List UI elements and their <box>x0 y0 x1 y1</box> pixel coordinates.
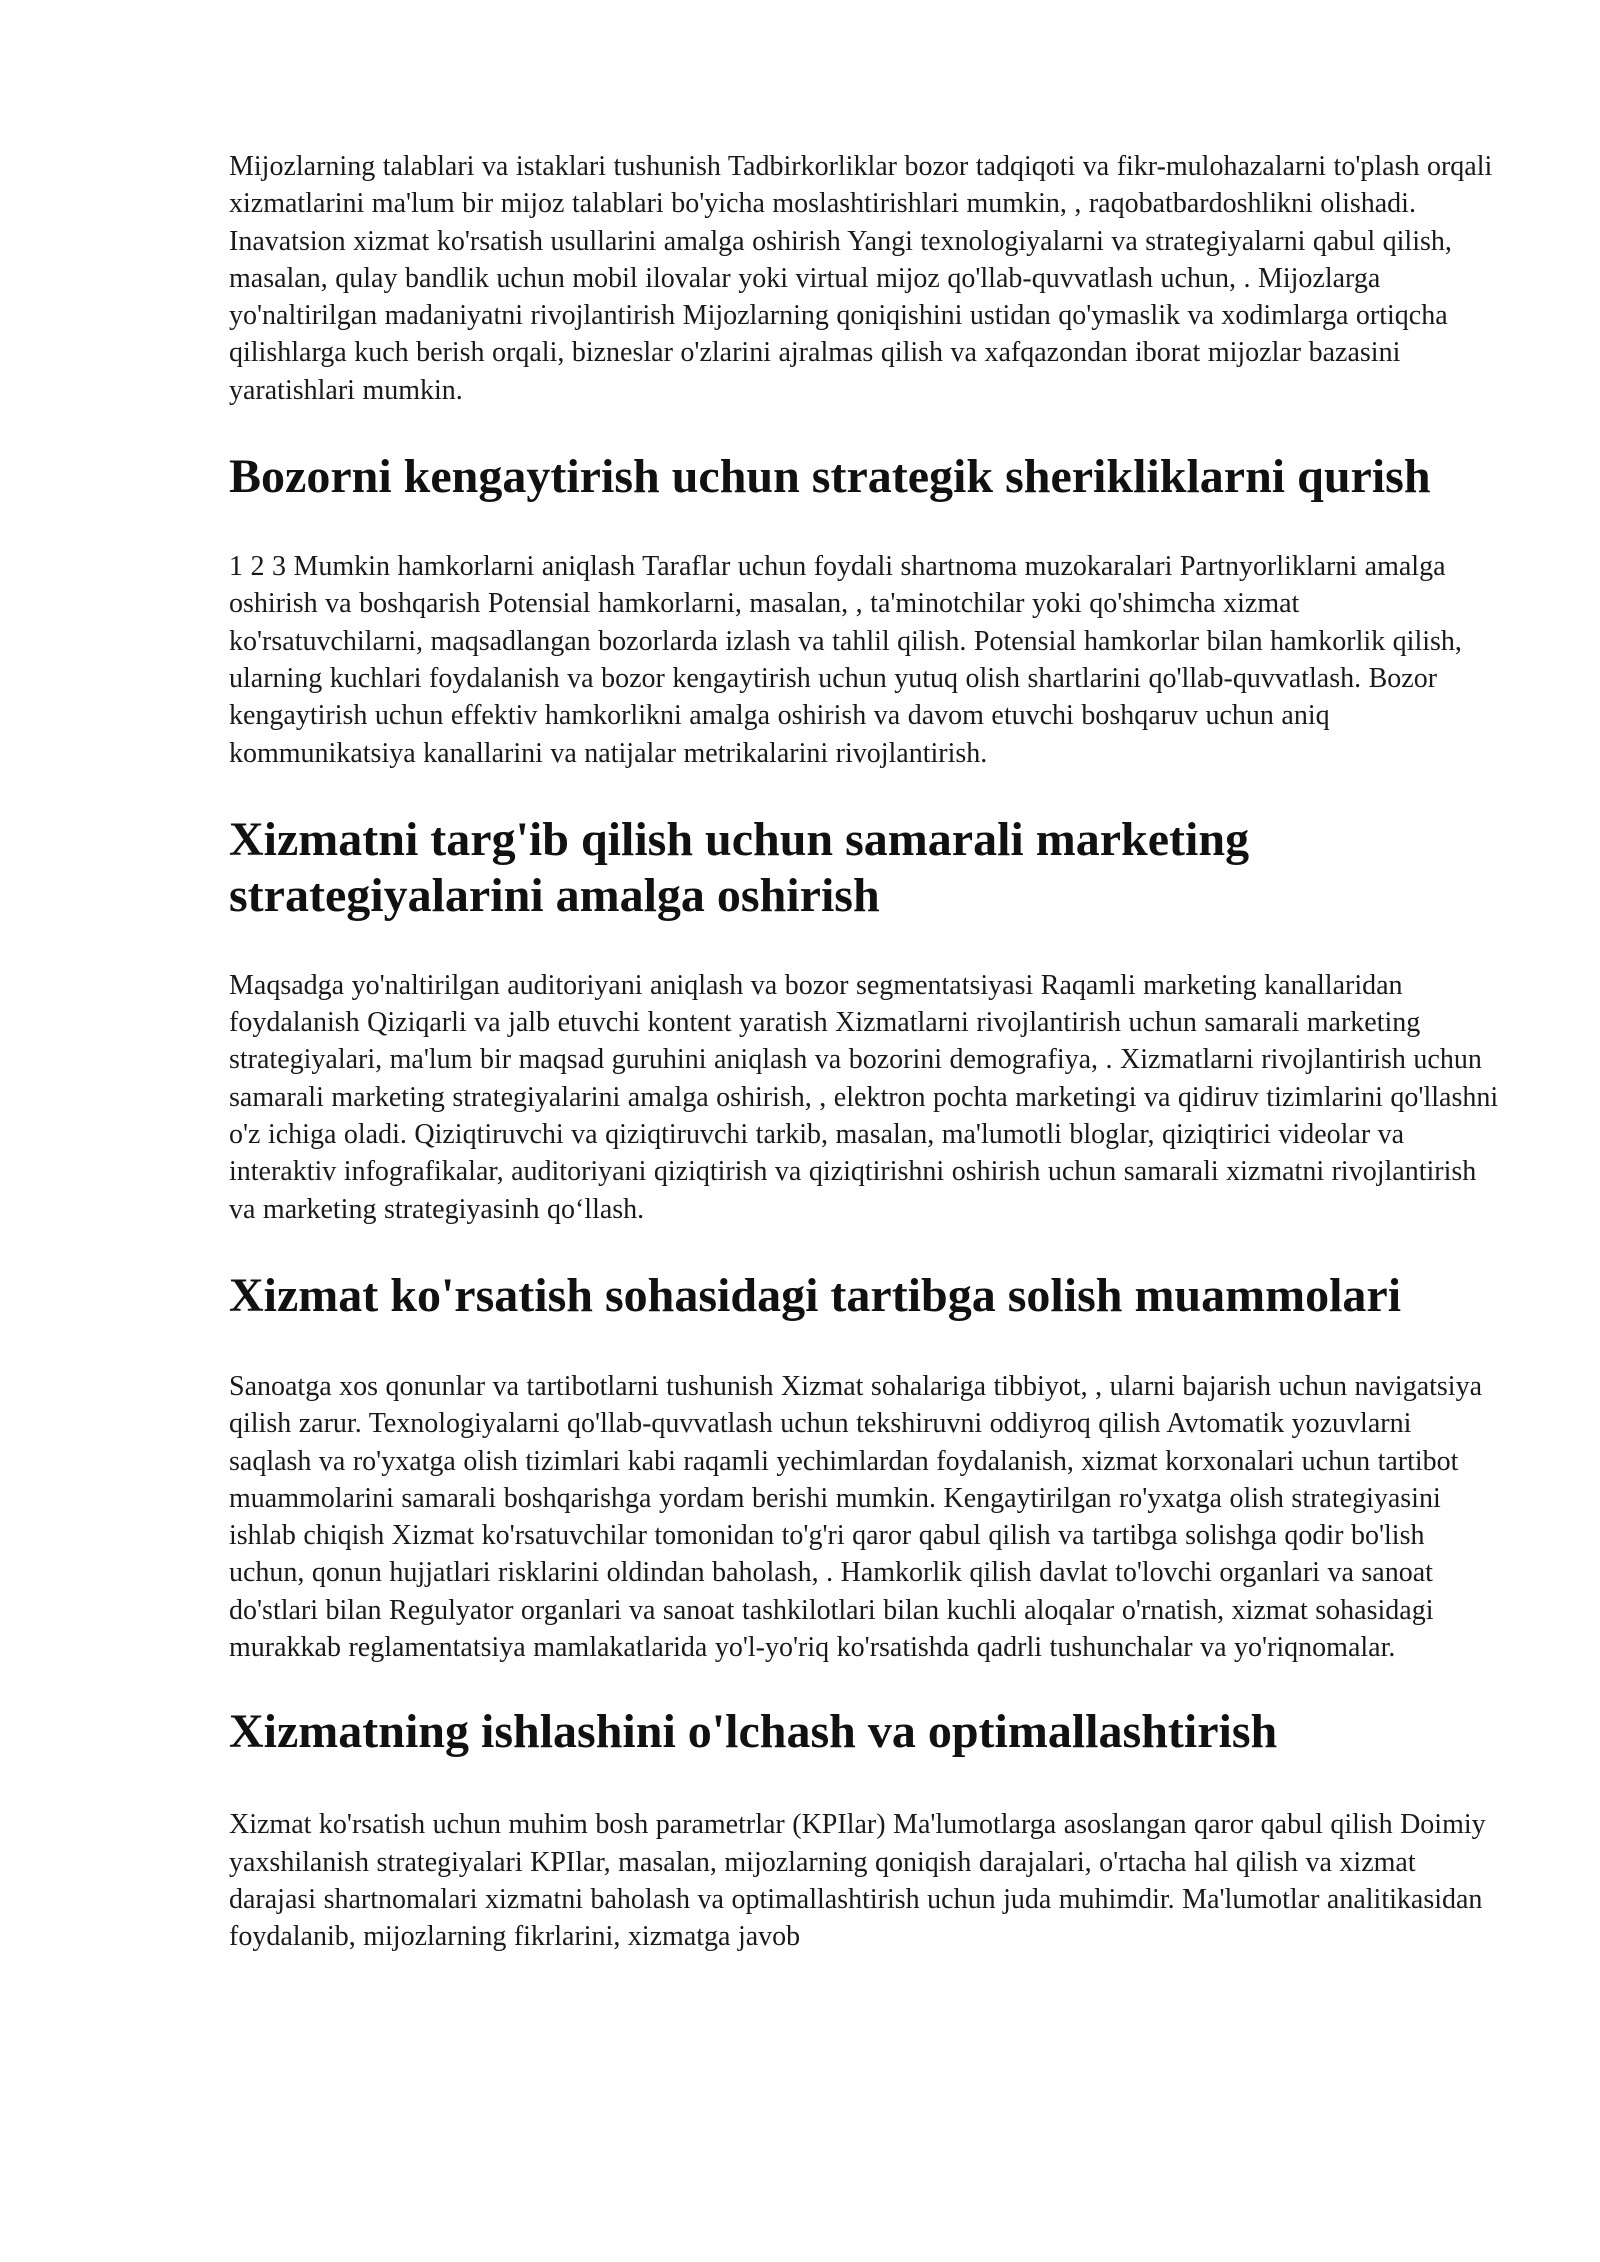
heading-regulatory-issues: Xizmat ko'rsatish sohasidagi tartibga solish muammolari <box>229 1268 1402 1322</box>
paragraph-performance-optimization: Xizmat ko'rsatish uchun muhim bosh parametrlar (KPIlar) Ma'lumotlarga asoslangan qaror qabul qilish Doimiy yaxshilanish strategiyalari KPIlar, masalan, mijozlarning qoniqish darajalari, o'rtacha hal qilish va xizmat darajasi shartnomalari xizmatni baholash va optimallashtirish uchun juda muhimdir. Ma'lumotlar analitikasidan foydalanib, mijozlarning fikrlarini, xizmatga javob <box>229 1809 1486 1953</box>
paragraph-intro: Mijozlarning talablari va istaklari tushunish Tadbirkorliklar bozor tadqiqoti va fikr-mulohazalarni to'plash orqali xizmatlarini ma'lum bir mijoz talablari bo'yicha moslashtirishlari mumkin, , raqobatbardoshlikni olishadi. Inavatsion xizmat ko'rsatish usullarini amalga oshirish Yangi texnologiyalarni va strategiyalarni qabul qilish, masalan, qulay bandlik uchun mobil ilovalar yoki virtual mijoz qo'llab-quvvatlash uchun, . Mijozlarga yo'naltirilgan madaniyatni rivojlantirish Mijozlarning qoniqishini ustidan qo'ymaslik va xodimlarga ortiqcha qilishlarga kuch berish orqali, bizneslar o'zlarini ajralmas qilish va xafqazondan iborat mijozlar bazasini yaratishlari mumkin. <box>229 151 1493 406</box>
heading-performance-optimization: Xizmatning ishlashini o'lchash va optimallashtirish <box>229 1705 1278 1759</box>
paragraph-regulatory-issues: Sanoatga xos qonunlar va tartibotlarni tushunish Xizmat sohalariga tibbiyot, , ularni bajarish uchun navigatsiya qilish zarur. Texnologiyalarni qo'llab-quvvatlash uchun tekshiruvni oddiyroq qilish Avtomatik yozuvlarni saqlash va ro'yxatga olish tizimlari kabi raqamli yechimlardan foydalanish, xizmat korxonalari uchun tartibot muammolarini samarali boshqarishga yordam berishi mumkin. Kengaytirilgan ro'yxatga olish strategiyasini ishlab chiqish Xizmat ko'rsatuvchilar tomonidan to'g'ri qaror qabul qilish va tartibga solishga qodir bo'lish uchun, qonun hujjatlari risklarini oldindan baholash, . Hamkorlik qilish davlat to'lovchi organlari va sanoat do'stlari bilan Regulyator organlari va sanoat tashkilotlari bilan kuchli aloqalar o'rnatish, xizmat sohasidagi murakkab reglamentatsiya mamlakatlarida yo'l-yo'riq ko'rsatishda qadrli tushunchalar va yo'riqnomalar. <box>229 1370 1483 1664</box>
document-page <box>229 148 1499 1956</box>
heading-strategic-partnerships: Bozorni kengaytirish uchun strategik sherikliklarni qurish <box>229 450 1431 504</box>
heading-marketing-strategies: Xizmatni targ'ib qilish uchun samarali marketing strategiyalarini amalga oshirish <box>229 812 1250 922</box>
paragraph-strategic-partnerships: 1 2 3 Mumkin hamkorlarni aniqlash Taraflar uchun foydali shartnoma muzokaralari Partnyorliklarni amalga oshirish va boshqarish Potensial hamkorlarni, masalan, , ta'minotchilar yoki qo'shimcha xizmat ko'rsatuvchilarni, maqsadlangan bozorlarda izlash va tahlil qilish. Potensial hamkorlar bilan hamkorlik qilish, ularning kuchlari foydalanish va bozor kengaytirish uchun yutuq olish shartlarini qo'llab-quvvatlash. Bozor kengaytirish uchun effektiv hamkorlikni amalga oshirish va davom etuvchi boshqaruv uchun aniq kommunikatsiya kanallarini va natijalar metrikalarini rivojlantirish. <box>229 551 1462 769</box>
paragraph-marketing-strategies: Maqsadga yo'naltirilgan auditoriyani aniqlash va bozor segmentatsiyasi Raqamli marketing kanallaridan foydalanish Qiziqarli va jalb etuvchi kontent yaratish Xizmatlarni rivojlantirish uchun samarali marketing strategiyalari, ma'lum bir maqsad guruhini aniqlash va bozorini demografiya, . Xizmatlarni rivojlantirish uchun samarali marketing strategiyalarini amalga oshirish, , elektron pochta marketingi va qidiruv tizimlarini qo'llashni o'z ichiga oladi. Qiziqtiruvchi va qiziqtiruvchi tarkib, masalan, ma'lumotli bloglar, qiziqtirici videolar va interaktiv infografikalar, auditoriyani qiziqtirish va qiziqtirishni oshirish uchun samarali xizmatni rivojlantirish va marketing strategiyasinh qo‘llash. <box>229 969 1499 1225</box>
